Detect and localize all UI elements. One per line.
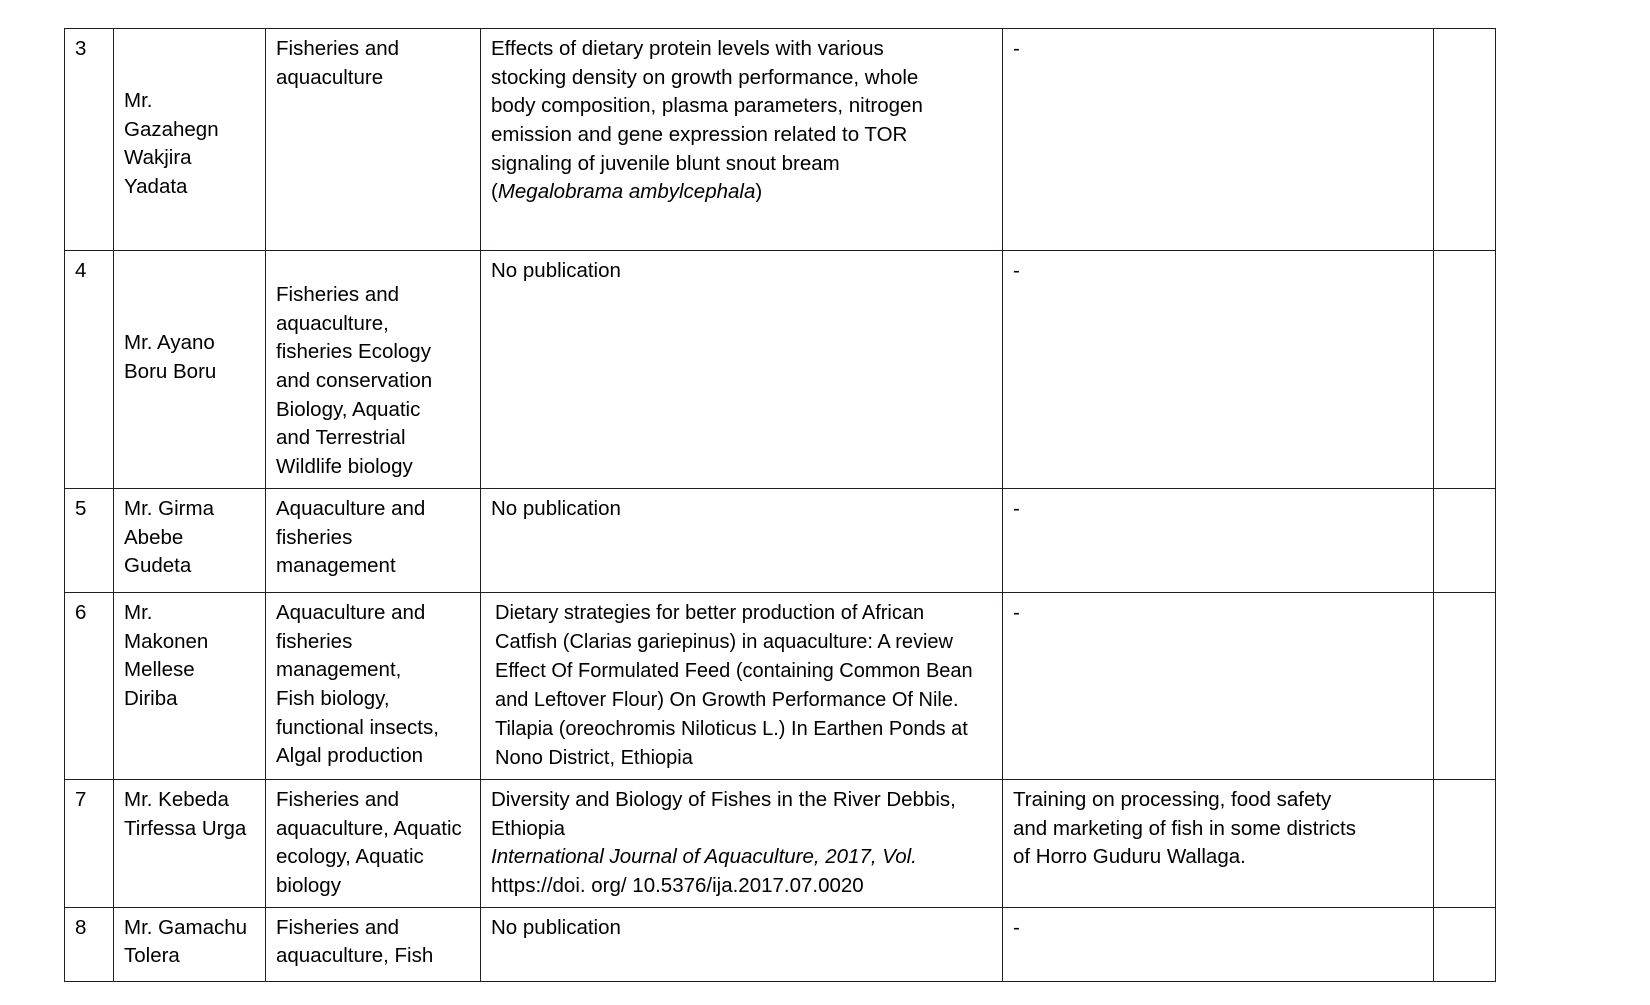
specialization-line: fisheries — [276, 629, 353, 653]
name-line: Tirfessa Urga — [124, 816, 247, 840]
paren-close: ) — [755, 180, 763, 204]
training-cell — [1003, 907, 1434, 981]
table-row — [65, 779, 1496, 907]
staff-name-cell — [114, 29, 266, 251]
specialization-line: management — [276, 554, 396, 578]
species-name: Megalobrama ambylcephala — [497, 180, 756, 204]
extra-cell — [1434, 29, 1496, 251]
training-line: of Horro Guduru Wallaga. — [1013, 845, 1246, 869]
training-line: and marketing of fish in some districts — [1013, 816, 1356, 840]
row-number-cell — [65, 488, 114, 592]
staff-name-cell — [114, 488, 266, 592]
publication-cell — [481, 779, 1003, 907]
training-text: - — [1013, 915, 1020, 939]
specialization-line: Fisheries and — [276, 787, 400, 811]
name-line: Gazahegn — [124, 117, 219, 141]
specialization-line: aquaculture, Aquatic — [276, 816, 462, 840]
staff-name-cell — [114, 251, 266, 489]
training-line: Training on processing, food safety — [1013, 787, 1332, 811]
training-text: - — [1013, 496, 1020, 520]
name-line: Mr. Ayano — [124, 331, 215, 354]
row-number: 6 — [75, 600, 87, 624]
training-text: - — [1013, 259, 1020, 282]
name-line: Mr. — [124, 600, 153, 624]
table-row — [65, 488, 1496, 592]
specialization-line: and conservation — [276, 369, 433, 393]
row-number: 8 — [75, 915, 87, 939]
training-cell — [1003, 251, 1434, 489]
staff-name-cell — [114, 907, 266, 981]
specialization-line: and Terrestrial — [276, 426, 406, 450]
table-row — [65, 907, 1496, 981]
row-number-cell — [65, 29, 114, 251]
extra-cell — [1434, 779, 1496, 907]
name-line: Mr. Gamachu — [124, 915, 248, 939]
specialization-line: Fisheries and — [276, 915, 400, 939]
specialization-line: aquaculture — [276, 65, 384, 89]
publication-text: No publication — [491, 915, 621, 939]
extra-cell — [1434, 592, 1496, 779]
publication-line: Catfish (Clarias gariepinus) in aquaculture: A review — [495, 630, 953, 653]
name-line: Mr. — [124, 89, 153, 112]
specialization-cell — [266, 592, 481, 779]
name-line: Mellese — [124, 658, 195, 682]
specialization-cell — [266, 29, 481, 251]
name-line: Boru Boru — [124, 359, 217, 383]
publication-line: emission and gene expression related to TOR — [491, 123, 908, 147]
publication-line: Nono District, Ethiopia — [495, 746, 693, 769]
table-row — [65, 592, 1496, 779]
specialization-line: management, — [276, 658, 402, 682]
specialization-line: biology — [276, 873, 341, 897]
specialization-cell — [266, 907, 481, 981]
specialization-line: Fisheries and — [276, 37, 400, 60]
specialization-line: Aquaculture and — [276, 496, 426, 520]
table-row — [65, 251, 1496, 489]
publication-line: Ethiopia — [491, 816, 566, 840]
publication-text: No publication — [491, 496, 621, 520]
publication-line: and Leftover Flour) On Growth Performance Of Nile. — [495, 688, 959, 711]
row-number: 7 — [75, 787, 87, 811]
row-number-cell — [65, 592, 114, 779]
row-number: 4 — [75, 259, 87, 282]
extra-cell — [1434, 907, 1496, 981]
name-line: Gudeta — [124, 554, 192, 578]
publication-line: Effect Of Formulated Feed (containing Common Bean — [495, 659, 973, 682]
specialization-line: Aquaculture and — [276, 600, 426, 624]
name-line: Makonen — [124, 629, 209, 653]
name-line: Wakjira — [124, 146, 192, 170]
publication-cell — [481, 488, 1003, 592]
extra-cell — [1434, 488, 1496, 592]
specialization-cell — [266, 488, 481, 592]
specialization-cell — [266, 779, 481, 907]
specialization-line: aquaculture, Fish — [276, 944, 434, 968]
staff-publication-table — [64, 28, 1496, 982]
training-cell — [1003, 592, 1434, 779]
training-text: - — [1013, 600, 1020, 624]
specialization-line: Biology, Aquatic — [276, 397, 421, 421]
doi-link[interactable]: https://doi. org/ 10.5376/ija.2017.07.0020 — [491, 873, 864, 897]
row-number: 3 — [75, 37, 87, 60]
staff-name-cell — [114, 592, 266, 779]
specialization-line: Fisheries and — [276, 283, 400, 306]
paren-open: ( — [491, 180, 498, 204]
publication-cell — [481, 29, 1003, 251]
publication-line: body composition, plasma parameters, nitrogen — [491, 94, 923, 118]
publication-line: stocking density on growth performance, whole — [491, 65, 919, 89]
row-number-cell — [65, 779, 114, 907]
specialization-cell — [266, 251, 481, 489]
training-cell — [1003, 779, 1434, 907]
publication-species-line — [491, 178, 993, 207]
publication-line: Tilapia (oreochromis Niloticus L.) In Earthen Ponds at — [495, 717, 968, 740]
name-line: Mr. Girma — [124, 496, 214, 520]
training-text: - — [1013, 37, 1020, 60]
journal-citation: International Journal of Aquaculture, 2017, Vol. — [491, 845, 917, 869]
specialization-line: Algal production — [276, 744, 424, 768]
training-cell — [1003, 29, 1434, 251]
extra-cell — [1434, 251, 1496, 489]
name-line: Tolera — [124, 944, 180, 968]
specialization-line: fisheries Ecology — [276, 340, 431, 364]
publication-line: signaling of juvenile blunt snout bream — [491, 151, 840, 175]
publication-cell — [481, 251, 1003, 489]
table-row — [65, 29, 1496, 251]
specialization-line: Fish biology, — [276, 686, 390, 710]
publication-line: Diversity and Biology of Fishes in the River Debbis, — [491, 787, 956, 811]
training-cell — [1003, 488, 1434, 592]
name-line: Diriba — [124, 686, 178, 710]
publication-cell — [481, 592, 1003, 779]
row-number-cell — [65, 251, 114, 489]
specialization-line: functional insects, — [276, 715, 439, 739]
publication-line: Dietary strategies for better production of African — [495, 601, 925, 624]
name-line: Abebe — [124, 525, 184, 549]
row-number-cell — [65, 907, 114, 981]
publication-text: No publication — [491, 259, 621, 282]
publication-cell — [481, 907, 1003, 981]
row-number: 5 — [75, 496, 87, 520]
name-line: Yadata — [124, 175, 188, 199]
specialization-line: ecology, Aquatic — [276, 845, 424, 869]
specialization-line: aquaculture, — [276, 311, 389, 335]
specialization-line: Wildlife biology — [276, 455, 413, 479]
specialization-line: fisheries — [276, 525, 353, 549]
publication-line: Effects of dietary protein levels with various — [491, 37, 884, 60]
staff-name-cell — [114, 779, 266, 907]
name-line: Mr. Kebeda — [124, 787, 229, 811]
